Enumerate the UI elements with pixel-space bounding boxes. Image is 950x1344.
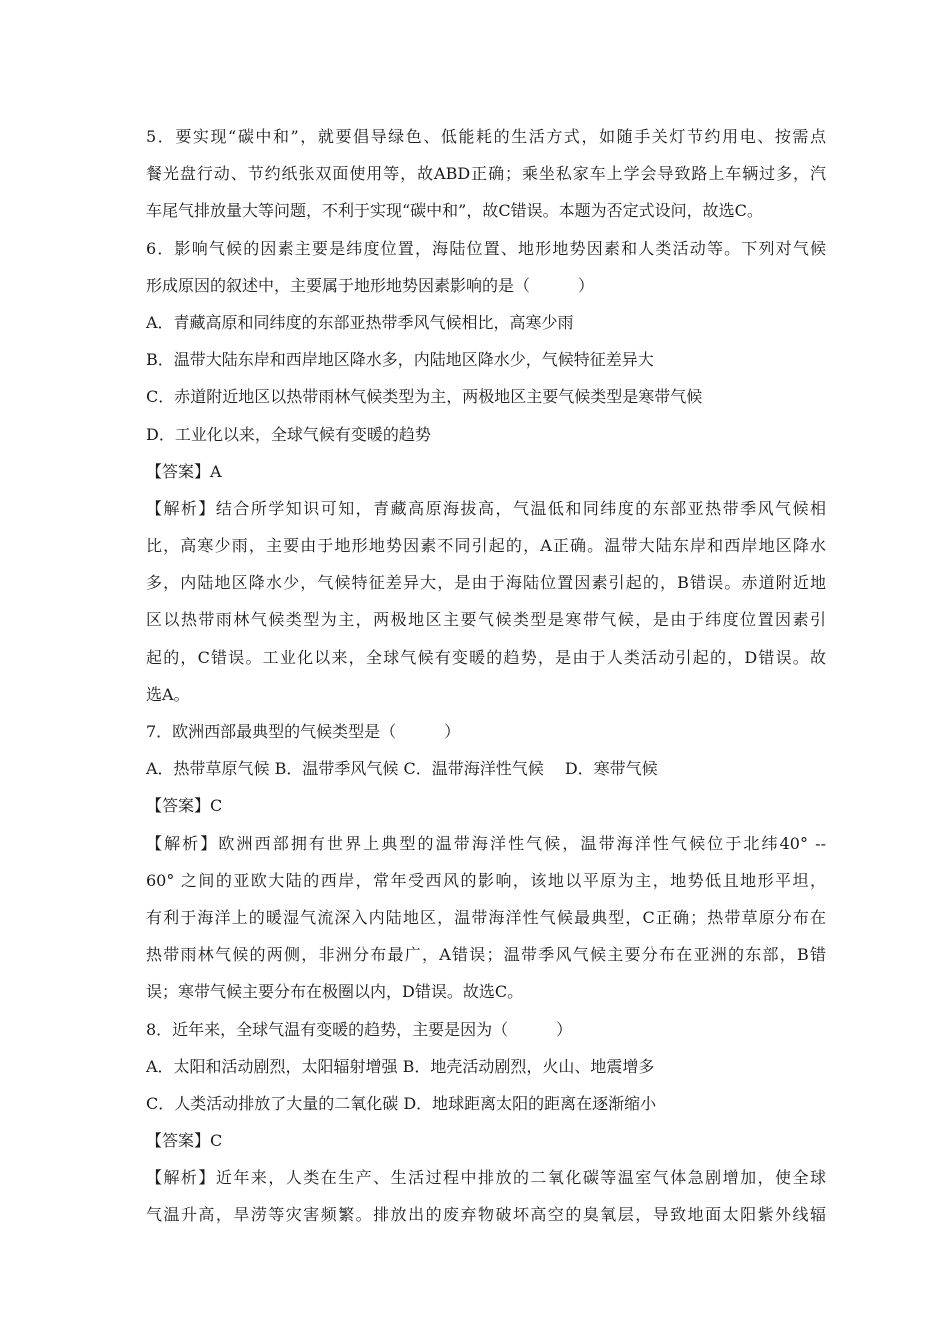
text-line: 6．影响气候的因素主要是纬度位置，海陆位置、地形地势因素和人类活动等。下列对气候 (146, 238, 826, 258)
text-line: 起的，C错误。工业化以来，全球气候有变暖的趋势，是由于人类活动引起的，D错误。故 (146, 647, 826, 667)
text-line: 60° 之间的亚欧大陆的西岸，常年受西风的影响，该地以平原为主，地势低且地形平坦， (146, 870, 826, 890)
text-line: 【答案】C (146, 796, 223, 816)
text-line: 车尾气排放量大等问题，不利于实现“碳中和”，故C错误。本题为否定式设问，故选C。 (146, 201, 763, 221)
text-line: 区以热带雨林气候类型为主，两极地区主要气候类型是寒带气候，是由于纬度位置因素引 (146, 610, 826, 630)
text-line: C．赤道附近地区以热带雨林气候类型为主，两极地区主要气候类型是寒带气候 (146, 387, 703, 407)
text-line: 【答案】A (146, 461, 222, 481)
text-line: 5．要实现“碳中和”，就要倡导绿色、低能耗的生活方式，如随手关灯节约用电、按需点 (146, 127, 826, 146)
text-line: A．太阳和活动剧烈，太阳辐射增强 B．地壳活动剧烈，火山、地震增多 (146, 1056, 655, 1076)
text-line: 误；寒带气候主要分布在极圈以内，D错误。故选C。 (146, 982, 524, 1002)
text-line: A．青藏高原和同纬度的东部亚热带季风气候相比，高寒少雨 (146, 312, 574, 332)
text-line: 【解析】结合所学知识可知，青藏高原海拔高，气温低和同纬度的东部亚热带季风气候相 (146, 498, 826, 518)
text-line: 选A。 (146, 684, 190, 704)
text-line: 【解析】近年来，人类在生产、生活过程中排放的二氧化碳等温室气体急剧增加，使全球 (146, 1168, 826, 1188)
text-line: 比，高寒少雨，主要由于地形地势因素不同引起的，A正确。温带大陆东岸和西岸地区降水 (146, 536, 826, 556)
text-line: D．工业化以来，全球气候有变暖的趋势 (146, 424, 431, 444)
text-line: 多，内陆地区降水少，气候特征差异大，是由于海陆位置因素引起的，B错误。赤道附近地 (146, 573, 826, 593)
text-line: C．人类活动排放了大量的二氧化碳 D．地球距离太阳的距离在逐渐缩小 (146, 1093, 657, 1113)
text-line: 餐光盘行动、节约纸张双面使用等，故ABD正确；乘坐私家车上学会导致路上车辆过多，汽 (146, 164, 826, 184)
text-line: 气温升高，旱涝等灾害频繁。排放出的废弃物破坏高空的臭氧层，导致地面太阳紫外线辐 (146, 1205, 826, 1225)
text-line: 热带雨林气候的两侧，非洲分布最广，A错误；温带季风气候主要分布在亚洲的东部，B错 (146, 945, 826, 965)
text-line: B．温带大陆东岸和西岸地区降水多，内陆地区降水少，气候特征差异大 (146, 350, 654, 370)
text-line: 【解析】欧洲西部拥有世界上典型的温带海洋性气候，温带海洋性气候位于北纬40° -- (146, 833, 826, 853)
text-line: 7．欧洲西部最典型的气候类型是（ ） (146, 722, 461, 741)
text-line: 形成原因的叙述中，主要属于地形地势因素影响的是（ ） (146, 275, 595, 295)
text-line: A．热带草原气候 B．温带季风气候 C．温带海洋性气候 D．寒带气候 (146, 759, 658, 779)
text-line: 【答案】C (146, 1131, 223, 1151)
document-body (146, 118, 826, 1234)
text-line: 有利于海洋上的暖湿气流深入内陆地区，温带海洋性气候最典型，C正确；热带草原分布在 (146, 907, 826, 927)
text-line: 8．近年来，全球气温有变暖的趋势，主要是因为（ ） (146, 1019, 573, 1039)
